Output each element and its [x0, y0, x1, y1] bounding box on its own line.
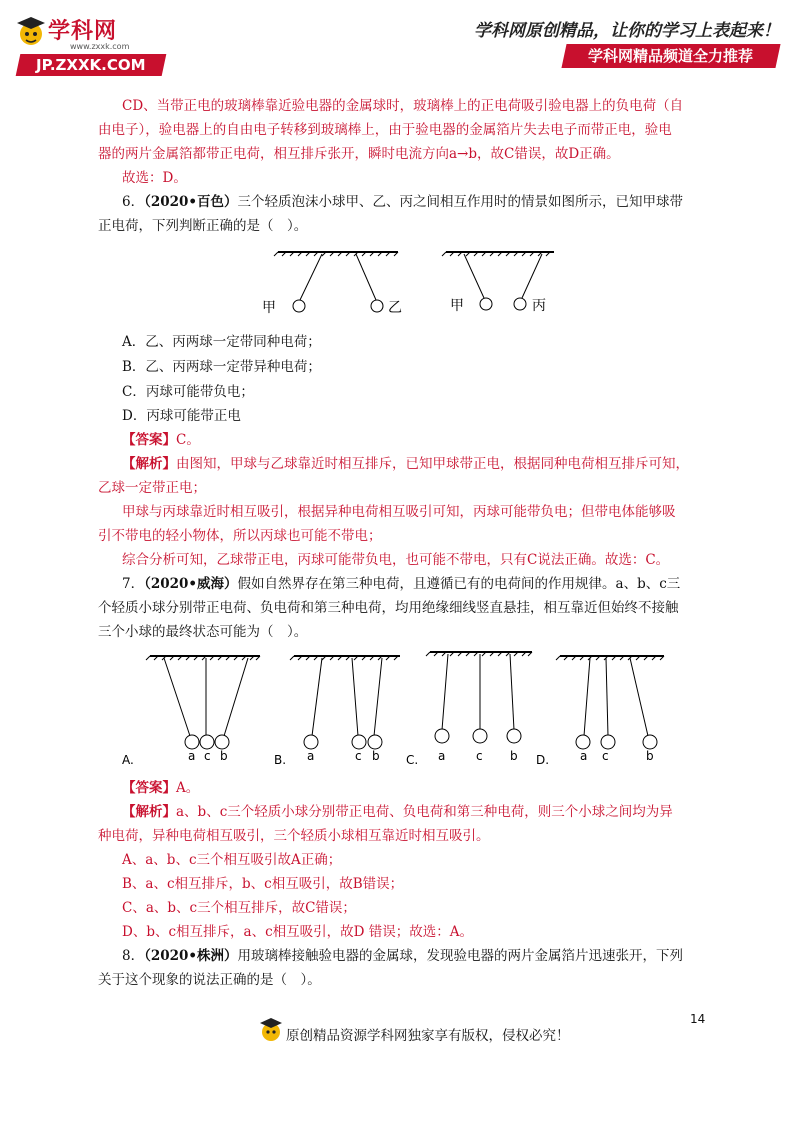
fig6-label: 甲	[262, 300, 276, 316]
site-logo	[14, 14, 164, 74]
logo-small-url: www.zxxk.com	[70, 42, 130, 51]
text-line: 器的两片金属箔都带正电荷，相互排斥张开，瞬时电流方向a→b，故C错误，故D正确。	[98, 146, 620, 162]
fig7-option: D.	[536, 753, 550, 767]
fig6-label: 丙	[532, 298, 546, 314]
footer-copyright: 原创精品资源学科网独家享有版权，侵权必究！	[286, 1028, 570, 1044]
fig7-label: a	[580, 749, 588, 763]
option-a: A．乙、丙两球一定带同种电荷；	[122, 334, 321, 350]
option-d: D．丙球可能带正电	[122, 408, 241, 424]
fig7-label: c	[476, 749, 483, 763]
fig7-label: b	[646, 749, 654, 763]
fig7-label: c	[204, 749, 211, 763]
question-6: 6．（2020•百色）三个轻质泡沫小球甲、乙、丙之间相互作用时的情景如图所示，已知甲球带	[122, 194, 684, 210]
answer: 【答案】C。	[122, 432, 200, 448]
answer: 【答案】A。	[122, 780, 200, 796]
text-line: 种电荷，异种电荷相互吸引，三个轻质小球相互靠近时相互吸引。	[98, 828, 490, 844]
figure-q7	[118, 648, 688, 772]
text-line: D、b、c相互排斥，a、c相互吸引，故D 错误；故选：A。	[122, 924, 473, 940]
option-b: B．乙、丙两球一定带异种电荷；	[122, 359, 321, 375]
mascot-icon	[14, 14, 48, 52]
header-slogan: 学科网原创精品，让你的学习上表起来！	[474, 21, 780, 41]
text-line: 个轻质小球分别带正电荷、负电荷和第三种电荷，均用绝缘细线竖直悬挂，相互靠近但始终不接触	[98, 600, 679, 616]
question-7: 7．（2020•威海）假如自然界存在第三种电荷，且遵循已有的电荷间的作用规律。a、b、c三	[122, 576, 681, 592]
logo-url-banner: JP.ZXXK.COM	[16, 54, 167, 76]
fig7-label: b	[510, 749, 518, 763]
fig6-label: 甲	[450, 298, 464, 314]
text-line: 由电子），验电器上的自由电子转移到玻璃棒上，由于验电器的金属箔片失去电子而带正电，验电	[98, 122, 672, 138]
text-line: A、a、b、c三个相互吸引故A正确；	[122, 852, 342, 868]
text-line: 综合分析可知，乙球带正电，丙球可能带负电，也可能不带电，只有C说法正确。故选：C。	[122, 552, 670, 568]
option-c: C．丙球可能带负电；	[122, 384, 254, 400]
text-line: 关于这个现象的说法正确的是（ ）。	[98, 972, 321, 988]
fig6-label: 乙	[388, 300, 402, 316]
mascot-icon	[258, 1016, 284, 1046]
text-line: 引不带电的轻小物体，所以丙球也可能不带电；	[98, 528, 382, 544]
text-line: CD、当带正电的玻璃棒靠近验电器的金属球时，玻璃棒上的正电荷吸引验电器上的负电荷（自	[122, 98, 684, 114]
text-line: 故选：D。	[122, 170, 187, 186]
fig7-label: b	[372, 749, 380, 763]
text-line: 三个小球的最终状态可能为（ ）。	[98, 624, 308, 640]
text-line: B、a、c相互排斥，b、c相互吸引，故B错误；	[122, 876, 404, 892]
text-line: 乙球一定带正电；	[98, 480, 206, 496]
fig7-label: a	[307, 749, 315, 763]
fig7-option: C.	[406, 753, 419, 767]
analysis: 【解析】由图知，甲球与乙球靠近时相互排斥，已知甲球带正电，根据同种电荷相互排斥可知，	[122, 456, 689, 472]
analysis: 【解析】a、b、c三个轻质小球分别带正电荷、负电荷和第三种电荷，则三个小球之间均为异	[122, 804, 673, 820]
page-header	[0, 0, 800, 80]
fig7-label: a	[438, 749, 446, 763]
text-line: 正电荷，下列判断正确的是（ ）。	[98, 218, 308, 234]
fig7-label: c	[355, 749, 362, 763]
fig7-label: c	[602, 749, 609, 763]
fig7-label: b	[220, 749, 228, 763]
text-line: 甲球与丙球靠近时相互吸引，根据异种电荷相互吸引可知，丙球可能带负电；但带电体能够吸	[122, 504, 676, 520]
fig7-option: A.	[122, 753, 134, 767]
header-recommend-banner: 学科网精品频道全力推荐	[561, 44, 780, 68]
text-line: C、a、b、c三个相互排斥，故C错误；	[122, 900, 356, 916]
logo-name: 学科网	[48, 19, 118, 44]
figure-q6	[250, 246, 570, 320]
page-number: 14	[690, 1012, 706, 1026]
question-8: 8．（2020•株洲）用玻璃棒接触验电器的金属球，发现验电器的两片金属箔片迅速张开，下列	[122, 948, 684, 964]
fig7-option: B.	[274, 753, 287, 767]
fig7-label: a	[188, 749, 196, 763]
